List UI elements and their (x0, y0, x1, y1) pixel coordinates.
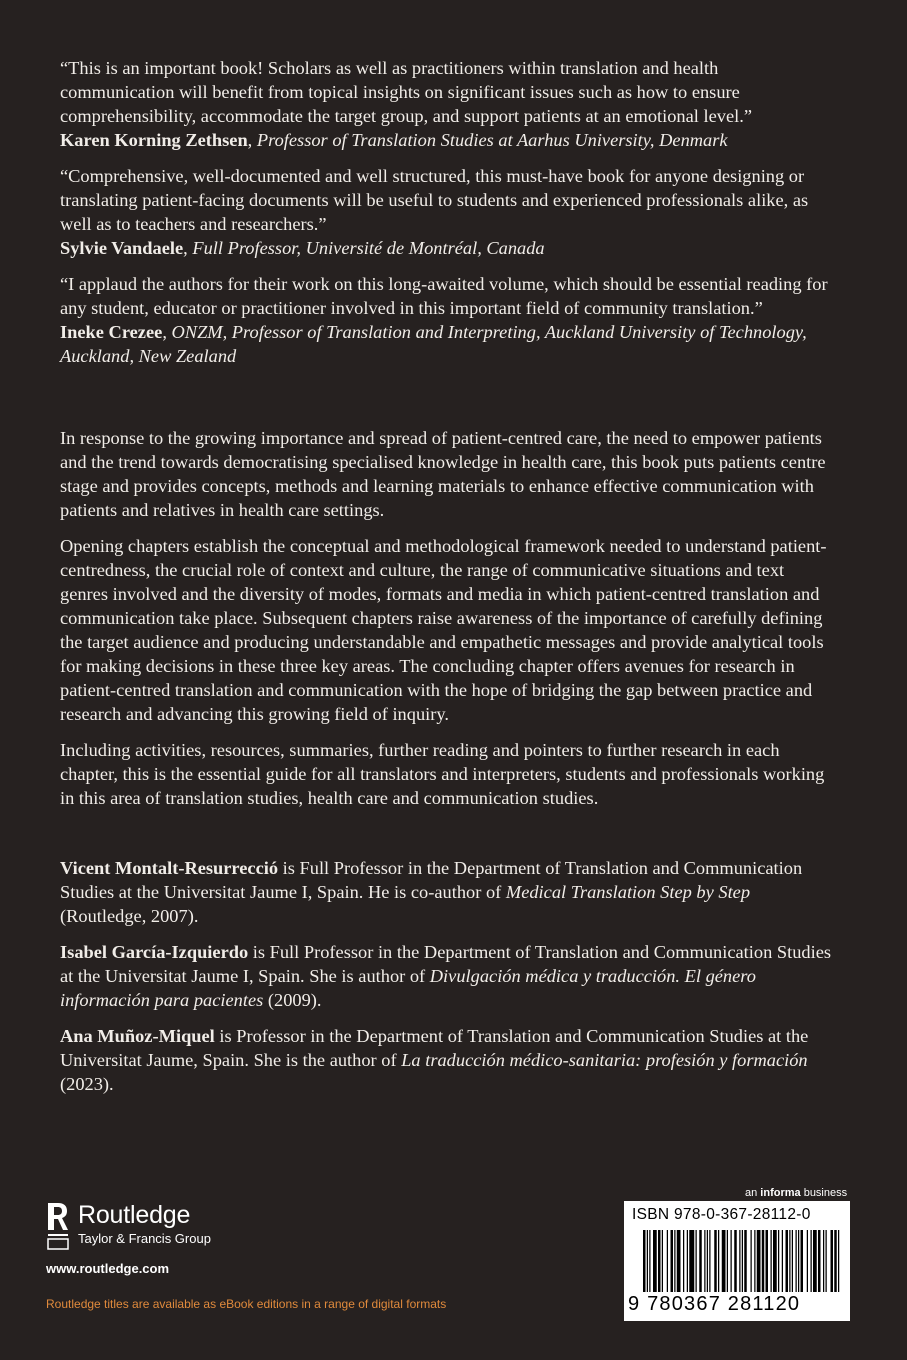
author-book-title: Medical Translation Step by Step (505, 882, 751, 902)
publisher-block (46, 1201, 306, 1276)
barcode-bar (696, 1230, 697, 1292)
barcode-bar (766, 1230, 769, 1292)
barcode-bar (831, 1230, 834, 1292)
barcode-bar (727, 1230, 728, 1292)
endorser-role: ONZM, Professor of Translation and Interpreting, Auckland University of Technology, Auckland, New Zealand (60, 322, 807, 366)
author-bio-text: is Professor in the Department of Translation and Communication Studies at the Universitat Jaume, Spain. She is the author of (60, 1026, 809, 1070)
barcode-bar (671, 1230, 674, 1292)
author-bio-3 (60, 1024, 835, 1096)
endorser-separator: , (183, 238, 193, 258)
author-bios (60, 856, 835, 1096)
barcode-bar (714, 1230, 717, 1292)
publisher-name: Routledge (78, 1201, 191, 1229)
description-paragraph-3: Including activities, resources, summaries, further reading and pointers to further research in each chapter, this is the essential guide for all translators and interpreters, students and professionals working in this area of translation studies, health care and communication studies. (60, 740, 825, 808)
isbn-barcode-box (624, 1201, 850, 1321)
endorsement-text: “Comprehensive, well-documented and well structured, this must-have book for anyone designing or translating patient-facing documents will be useful to students and experienced professionals alike, as well as to teachers and researchers.” (60, 166, 809, 234)
endorsement-3 (60, 272, 835, 368)
barcode-bar (653, 1230, 657, 1292)
author-bio-tail: (2023). (60, 1074, 114, 1094)
author-bio-text: is Full Professor in the Department of Translation and Communication Studies at the Universitat Jaume I, Spain. He is co-author of (60, 858, 803, 902)
endorser-separator: , (247, 130, 257, 150)
endorser-role: Professor of Translation Studies at Aarhus University, Denmark (256, 130, 728, 150)
barcode-bar (834, 1230, 837, 1292)
barcode-bar (709, 1230, 710, 1292)
author-bio-tail: (2009). (263, 990, 322, 1010)
barcode-bar (707, 1230, 708, 1292)
barcode-bar (647, 1230, 648, 1292)
endorsement-2 (60, 164, 835, 260)
barcode-bar (789, 1230, 790, 1292)
author-bio-2 (60, 940, 835, 1012)
barcode-bar (643, 1230, 646, 1292)
barcode-bar (704, 1230, 705, 1292)
description-paragraph-2: Opening chapters establish the conceptual and methodological framework needed to understand patient-centredness, the crucial role of context and culture, the range of communicative situations and text genres involved and the diversity of modes, formats and media in which patient-centred translation and communication take place. Subsequent chapters raise awareness of the importance of carefully defining the target audience and producing understandable and empathetic messages and provide analytical tools for making decisions in these three key areas. The concluding chapter offers avenues for research in patient-centred translation and communication with the hope of bridging the gap between practice and research and advancing this growing field of inquiry. (60, 536, 827, 724)
barcode-bar (801, 1230, 804, 1292)
barcode-bar (838, 1230, 839, 1292)
barcode-bar (689, 1230, 694, 1292)
barcode-bar (677, 1230, 681, 1292)
author-name: Vicent Montalt-Resurrecció (60, 858, 279, 878)
endorsement-1 (60, 56, 835, 152)
barcode-bar (744, 1230, 747, 1292)
endorsement-text: “I applaud the authors for their work on this long-awaited volume, which should be essential reading for any student, educator or practitioner involved in this important field of community translation.” (60, 274, 828, 318)
barcode-bar (786, 1230, 789, 1292)
barcode-bar (778, 1230, 779, 1292)
barcode-digits: 9 780367 281120 (628, 1293, 801, 1315)
barcode-bar (782, 1230, 783, 1292)
barcode-bar (807, 1230, 808, 1292)
barcode-bar (687, 1230, 688, 1292)
barcode-bar (798, 1230, 799, 1292)
barcode-bar (818, 1230, 821, 1292)
author-name: Isabel García-Izquierdo (60, 942, 249, 962)
barcode-bar (742, 1230, 743, 1292)
barcode-bar (823, 1230, 824, 1292)
endorser-role: Full Professor, Université de Montréal, Canada (192, 238, 545, 258)
cover-text (60, 56, 835, 1108)
endorser-separator: , (162, 322, 172, 342)
author-book-title: Divulgación médica y traducción. El género información para pacientes (60, 966, 756, 1010)
barcode-bar (826, 1230, 827, 1292)
barcode-bar (674, 1230, 675, 1292)
author-bio-tail: (Routledge, 2007). (60, 906, 199, 926)
barcode-bar (773, 1230, 777, 1292)
ebook-note: Routledge titles are available as eBook editions in a range of digital formats (46, 1297, 447, 1311)
barcode-bar (734, 1230, 737, 1292)
barcode-bar (662, 1230, 663, 1292)
isbn-label: ISBN 978-0-367-28112-0 (632, 1206, 811, 1223)
barcode-bar (754, 1230, 755, 1292)
author-bio-1 (60, 856, 835, 928)
endorsement-text: “This is an important book! Scholars as well as practitioners within translation and health communication will benefit from topical insights on significant issues such as how to ensure comprehensibility, accommodate the target group, and support patients at an emotional level.” (60, 58, 752, 126)
informa-business (745, 1187, 847, 1199)
endorser-name: Sylvie Vandaele (60, 238, 184, 258)
barcode-bar (699, 1230, 702, 1292)
barcode-bar (813, 1230, 817, 1292)
endorser-name: Ineke Crezee (60, 322, 163, 342)
informa-brand: informa (760, 1187, 801, 1199)
informa-suffix: business (800, 1187, 848, 1199)
barcode-bar (739, 1230, 740, 1292)
barcode-bar (757, 1230, 761, 1292)
barcode-bar (667, 1230, 668, 1292)
barcode-bar (683, 1230, 684, 1292)
barcode-bar (658, 1230, 661, 1292)
barcode-bar (718, 1230, 719, 1292)
routledge-r-icon (46, 1201, 70, 1251)
author-name: Ana Muñoz-Miquel (60, 1026, 215, 1046)
author-book-title: La traducción médico-sanitaria: profesión y formación (401, 1050, 808, 1070)
barcode-bar (762, 1230, 765, 1292)
barcode-bar (771, 1230, 772, 1292)
barcode-bar (649, 1230, 650, 1292)
barcode-bar (722, 1230, 726, 1292)
barcode-bar (792, 1230, 793, 1292)
informa-prefix: an (745, 1187, 761, 1199)
book-description (60, 426, 835, 810)
barcode-bar (751, 1230, 752, 1292)
barcode-icon (643, 1230, 843, 1292)
barcode-bar (796, 1230, 797, 1292)
publisher-group: Taylor & Francis Group (78, 1231, 211, 1246)
author-bio-text: is Full Professor in the Department of Translation and Communication Studies at the Universitat Jaume I, Spain. She is author of (60, 942, 832, 986)
description-paragraph-1: In response to the growing importance and spread of patient-centred care, the need to empower patients and the trend towards democratising specialised knowledge in health care, this book puts patients centre stage and provides concepts, methods and learning materials to enhance effective communication with patients and relatives in health care settings. (60, 428, 826, 520)
publisher-logo (46, 1201, 306, 1251)
barcode-bar (731, 1230, 732, 1292)
barcode-bar (811, 1230, 812, 1292)
endorser-name: Karen Korning Zethsen (60, 130, 248, 150)
publisher-website[interactable]: www.routledge.com (46, 1261, 170, 1276)
